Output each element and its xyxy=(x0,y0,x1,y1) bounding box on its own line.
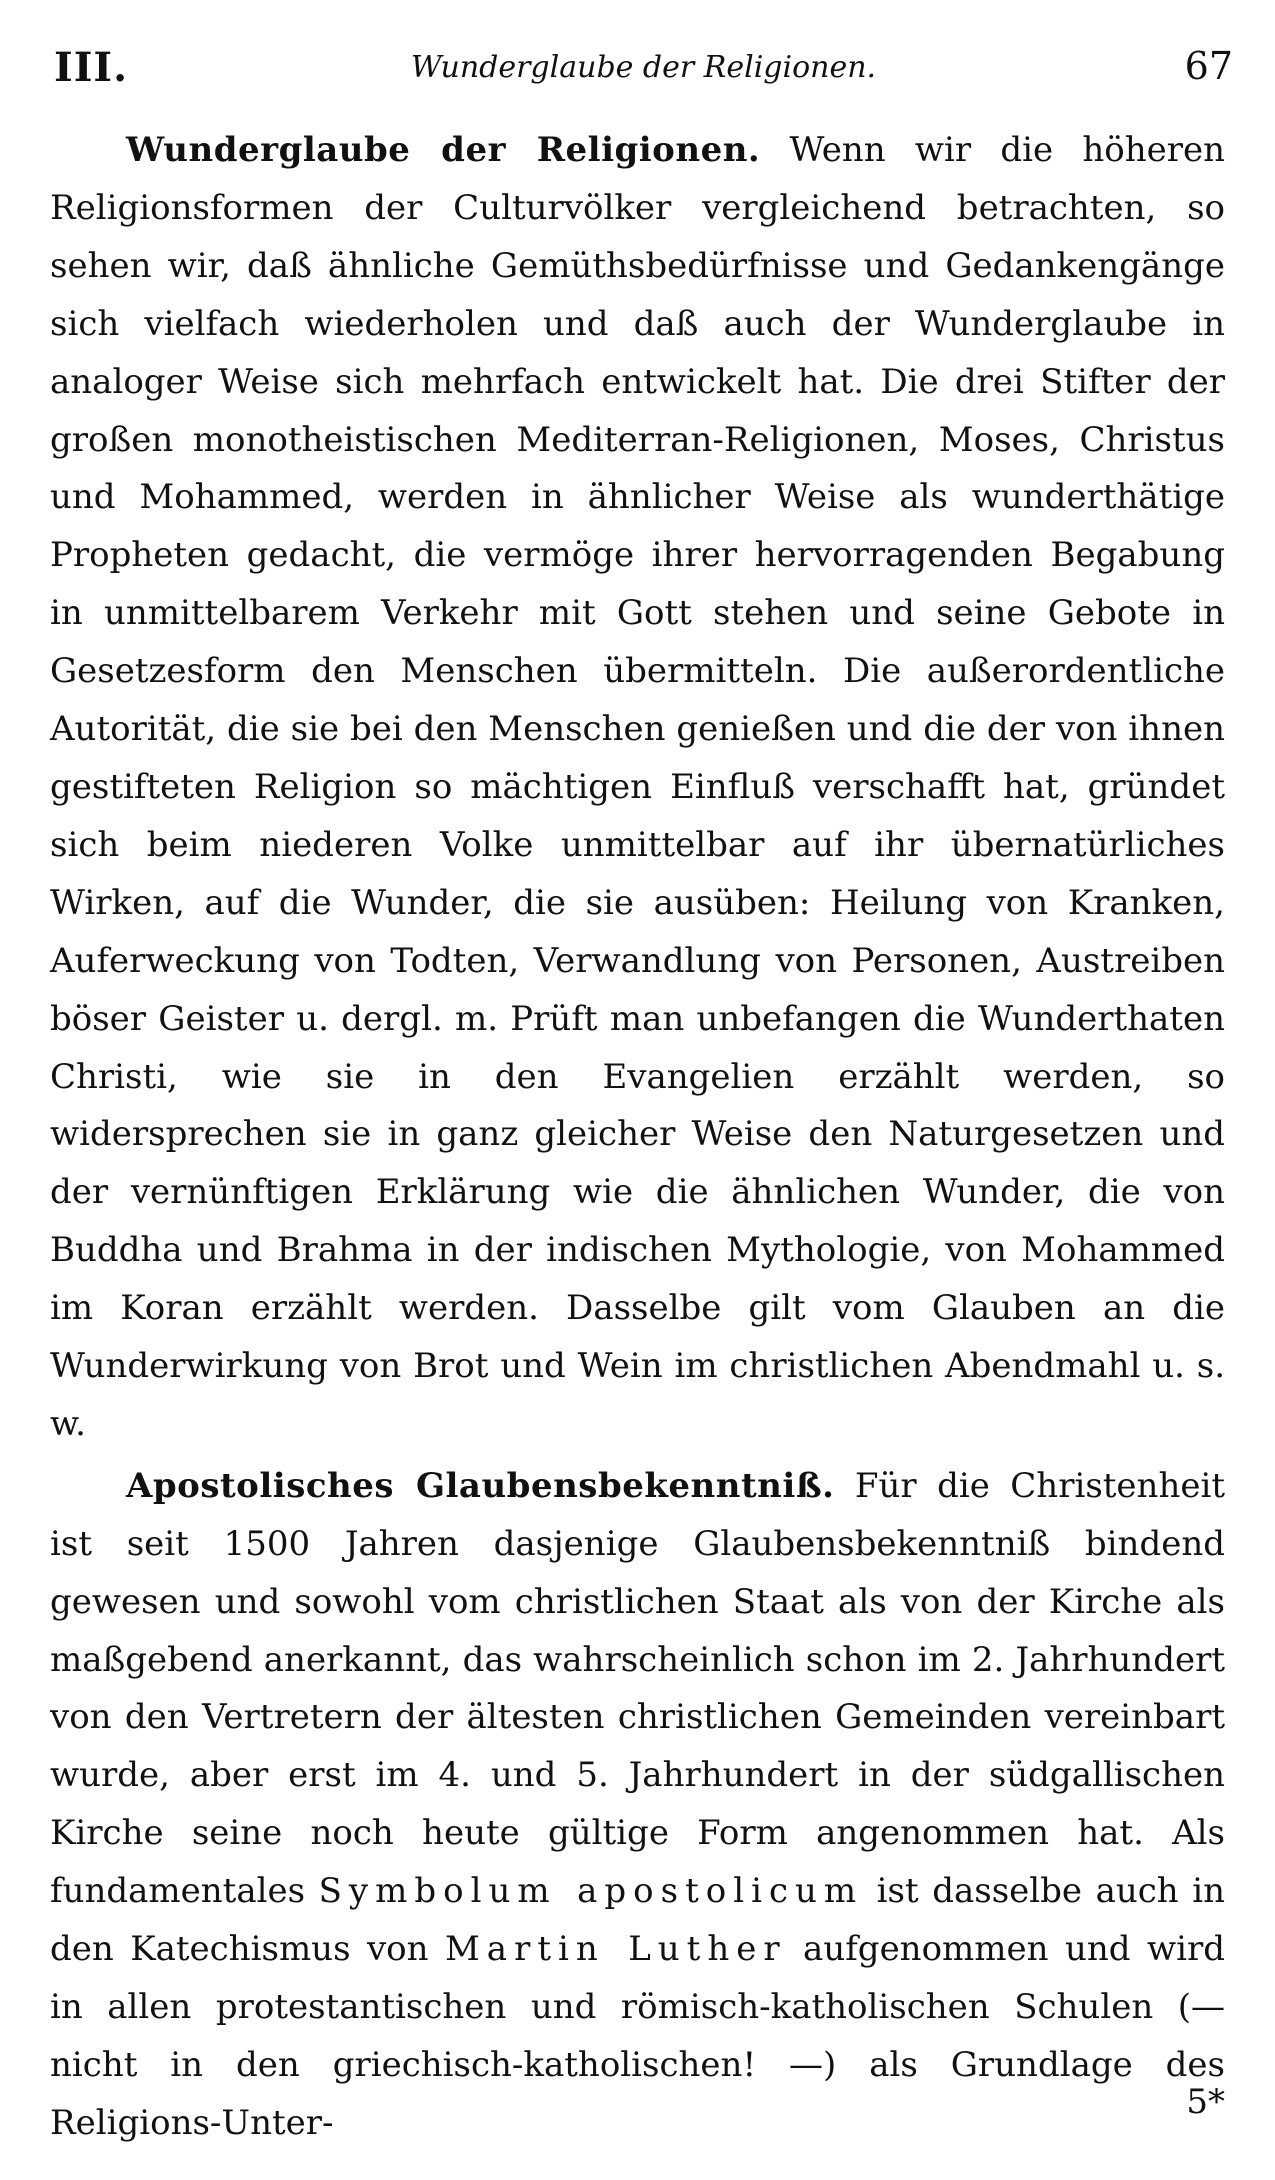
paragraph-text: Wenn wir die höheren Religionsformen der Culturvölker vergleichend betrachten, so sehen wir, daß ähnliche Gemüthsbedürfnisse und Gedankengänge sich vielfach wiederholen und daß auch der Wunderglaube in analoger Weise sich mehrfach entwickelt hat. Die drei Stifter der großen monotheistischen Mediterran-Religionen, Moses, Christus und Mohammed, werden in ähnlicher Weise als wunderthätige Propheten gedacht, die vermöge ihrer hervorragenden Begabung in unmittelbarem Verkehr mit Gott stehen und seine Gebote in Gesetzesform den Menschen übermitteln. Die außerordentliche Autorität, die sie bei den Menschen genießen und die der von ihnen gestifteten Religion so mächtigen Einfluß verschafft hat, gründet sich beim niederen Volke unmittelbar auf ihr übernatürliches Wirken, auf die Wunder, die sie ausüben: Heilung von Kranken, Auferweckung von Todten, Verwandlung von Personen, Austreiben böser Geister u. dergl. m. Prüft man unbefangen die Wunderthaten Christi, wie sie in den Evangelien erzählt werden, so widersprechen sie in ganz gleicher Weise den Naturgesetzen und der vernünftigen Erklärung wie die ähnlichen Wunder, die von Buddha und Brahma in der indischen Mythologie, von Mohammed im Koran erzählt werden. Dasselbe gilt vom Glauben an die Wunderwirkung von Brot und Wein im christlichen Abendmahl u. s. w. xyxy=(50,130,1225,1444)
paragraph-wunderglaube xyxy=(50,122,1225,1454)
page-number: 67 xyxy=(1184,44,1233,88)
running-head xyxy=(54,40,1233,100)
body-text xyxy=(50,122,1225,2153)
signature-mark: 5* xyxy=(1186,2082,1225,2122)
paragraph-glaubensbekenntnis xyxy=(50,1458,1225,2153)
paragraph-heading: Apostolisches Glaubensbekenntniß. xyxy=(126,1465,835,1506)
spaced-name: Martin Luther xyxy=(444,1929,787,1970)
spaced-term: Symbolum apostolicum xyxy=(318,1871,864,1912)
paragraph-heading: Wunderglaube der Religionen. xyxy=(126,130,761,170)
paragraph-text: ist dasselbe auch in den Katechismus von xyxy=(50,1871,1225,1970)
paragraph-text: Für die Christenheit ist seit 1500 Jahren dasjenige Glaubensbekenntniß bindend gewesen und sowohl vom christlichen Staat als von der Kirche als maßgebend anerkannt, das wahrscheinlich schon im 2. Jahrhundert von den Vertretern der ältesten christlichen Gemeinden vereinbart wurde, aber erst im 4. und 5. Jahrhundert in der südgallischen Kirche seine noch heute gültige Form angenommen hat. Als fundamentales xyxy=(50,1465,1225,1912)
chapter-number: III. xyxy=(54,44,129,91)
paragraph-text: aufgenommen und wird in allen protestantischen und römisch-katholischen Schulen (— nicht in den griechisch-katholischen! —) als Grundlage des Religions-Unter- xyxy=(50,1929,1225,2143)
running-title: Wunderglaube der Religionen. xyxy=(410,50,877,85)
